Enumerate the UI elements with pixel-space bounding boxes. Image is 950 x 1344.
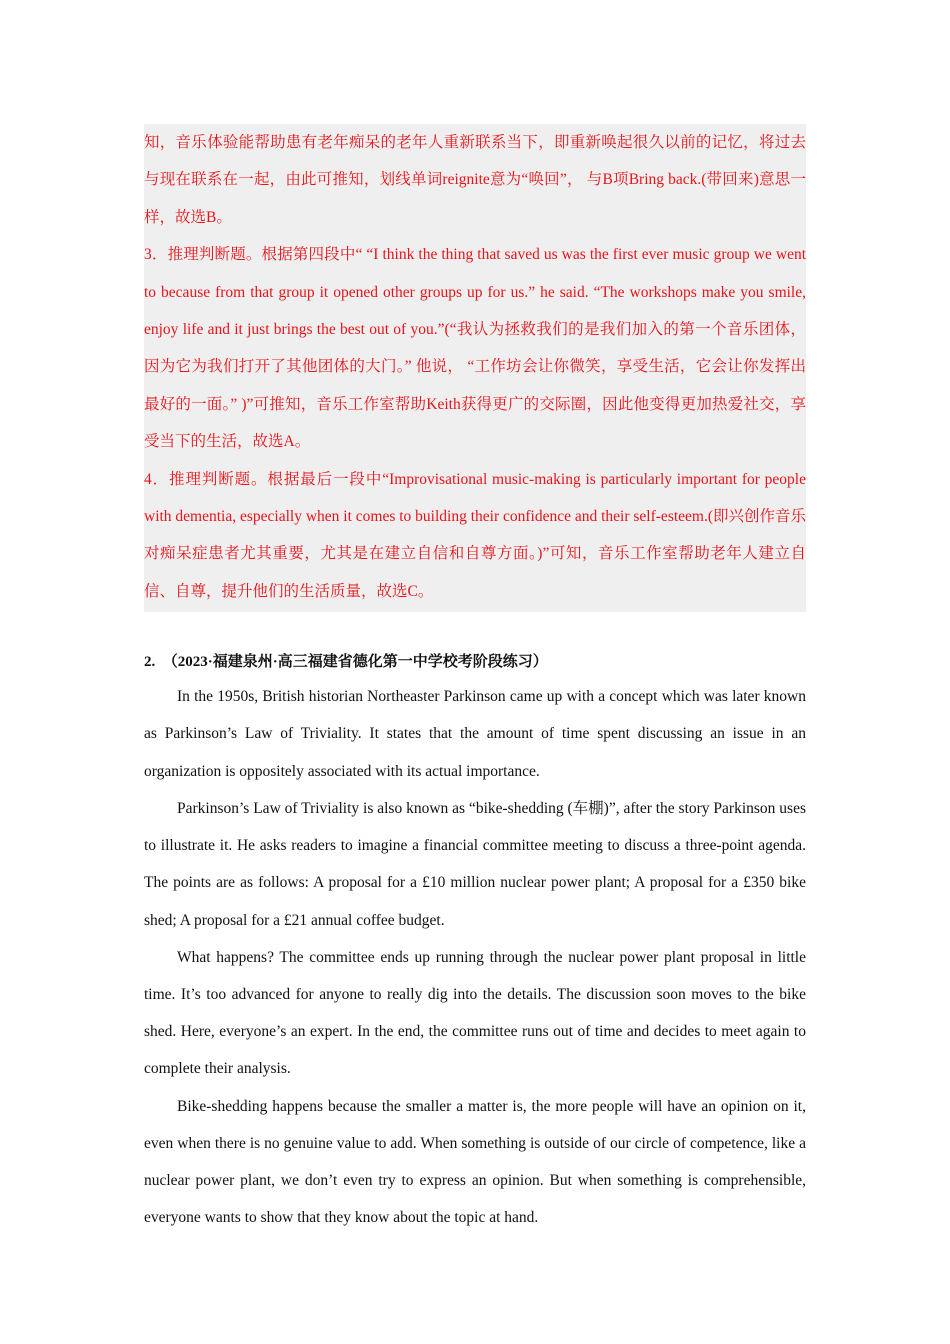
passage-body <box>144 678 806 1236</box>
passage-paragraph: What happens? The committee ends up running through the nuclear power plant proposal in little time. It’s too advanced for anyone to really dig into the details. The discussion soon moves to the bike shed. Here, everyone’s an expert. In the end, the committee runs out of time and decides to meet again to complete their analysis. <box>144 948 806 1078</box>
passage-paragraph: In the 1950s, British historian Northeaster Parkinson came up with a concept which was later known as Parkinson’s Law of Triviality. It states that the amount of time spent discussing an issue in an organization is oppositely associated with its actual importance. <box>144 688 806 780</box>
answer-paragraph-continued: 知，音乐体验能帮助患有老年痴呆的老年人重新联系当下，即重新唤起很久以前的记忆，将过去与现在联系在一起，由此可推知，划线单词reignite意为“唤回”， 与B项Bring back.(带回来)意思一样，故选B。 <box>144 134 806 226</box>
passage-paragraph: Parkinson’s Law of Triviality is also known as “bike-shedding (车棚)”, after the story Parkinson uses to illustrate it. He asks readers to imagine a financial committee meeting to discuss a three-point agenda. The points are as follows: A proposal for a £10 million nuclear power plant; A proposal for a £350 bike shed; A proposal for a £21 annual coffee budget. <box>144 799 806 929</box>
answer-item-4: 4．推理判断题。根据最后一段中“Improvisational music-making is particularly important for people with dementia, especially when it comes to building their confidence and their self-esteem.(即兴创作音乐对痴呆症患者尤其重要，尤其是在建立自信和自尊方面。)”可知，音乐工作室帮助老年人建立自信、自尊，提升他们的生活质量，故选C。 <box>144 470 807 600</box>
passage-paragraph: Bike-shedding happens because the smaller a matter is, the more people will have an opinion on it, even when there is no genuine value to add. When something is outside of our circle of competence, like a nuclear power plant, we don’t even try to express an opinion. But when something is comprehensible, everyone wants to show that they know about the topic at hand. <box>144 1097 806 1227</box>
answer-item-3: 3．推理判断题。根据第四段中“ “I think the thing that saved us was the first ever music group we went to because from that group it opened other groups up for us.” he said. “The workshops make you smile, enjoy life and it just brings the best out of you.”(“我认为拯救我们的是我们加入的第一个音乐团体，因为它为我们打开了其他团体的大门。” 他说， “工作坊会让你微笑，享受生活，它会让你发挥出最好的一面。” )”可推知，音乐工作室帮助Keith获得更广的交际圈，因此他变得更加热爱社交，享受当下的生活，故选A。 <box>144 246 806 451</box>
question-heading: 2. （2023·福建泉州·高三福建省德化第一中学校考阶段练习） <box>144 654 548 671</box>
document-page <box>144 124 806 1236</box>
answer-explanation-box <box>144 124 806 612</box>
